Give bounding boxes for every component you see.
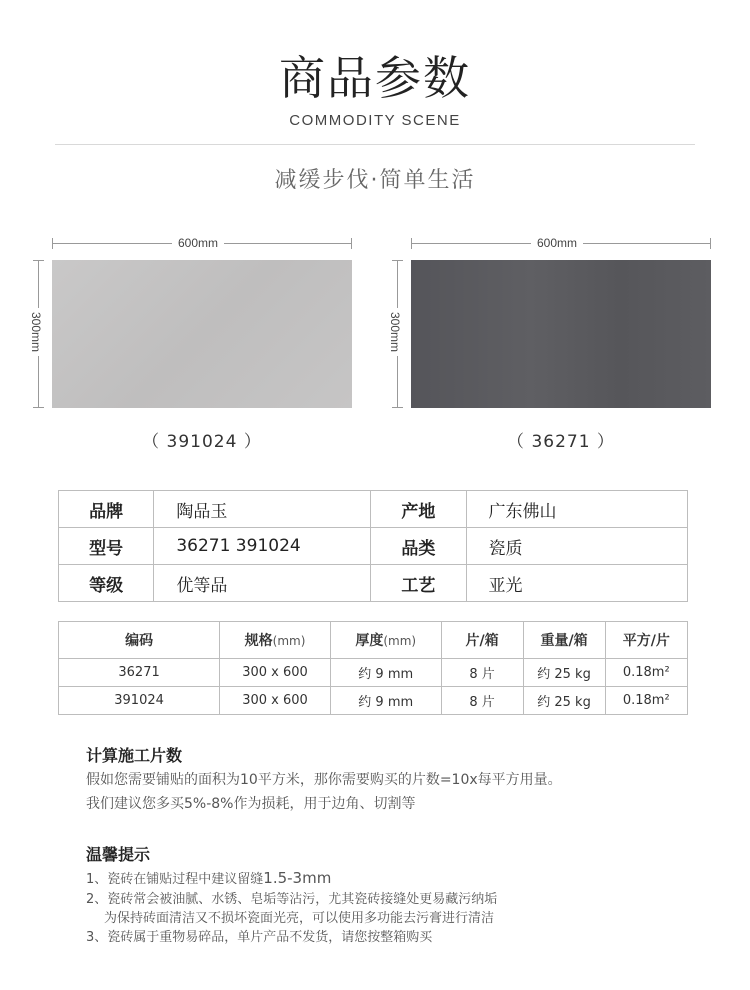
tile-code-light: （ 391024 ） (142, 432, 262, 452)
product-info-table (58, 490, 688, 602)
table-cell: 300 x 600 (220, 687, 331, 715)
info-value: 36271 391024 (154, 528, 371, 565)
spec-table (58, 621, 688, 715)
page-title: 商品参数 (279, 51, 471, 105)
calc-line-1: 假如您需要铺贴的面积为10平方米，那你需要购买的片数=10x每平方用量。 (86, 772, 562, 788)
column-header (220, 622, 331, 659)
slogan: 减缓步伐·简单生活 (274, 168, 476, 193)
tile-swatch-light (52, 260, 352, 408)
table-cell: 8 片 (441, 687, 523, 715)
height-dimension-label: 300mm (29, 308, 43, 356)
table-cell: 约 9 mm (330, 687, 441, 715)
info-value: 瓷质 (466, 528, 687, 565)
info-value: 广东佛山 (466, 491, 687, 528)
tips-heading: 温馨提示 (86, 845, 151, 864)
table-cell: 391024 (59, 687, 220, 715)
calc-line-2: 我们建议您多买5%-8%作为损耗，用于边角、切割等 (86, 796, 416, 812)
table-row (59, 659, 688, 687)
calc-heading: 计算施工片数 (86, 746, 183, 765)
table-cell: 300 x 600 (220, 659, 331, 687)
info-key: 品类 (371, 528, 466, 565)
info-key: 工艺 (371, 565, 466, 602)
table-row (59, 528, 688, 565)
table-row (59, 687, 688, 715)
column-header-unit: (mm) (272, 634, 306, 648)
info-value: 优等品 (154, 565, 371, 602)
table-cell: 36271 (59, 659, 220, 687)
tip-2a: 2、瓷砖常会被油腻、水锈、皂垢等沾污，尤其瓷砖接缝处更易藏污纳垢 (86, 892, 498, 907)
width-dimension-tick-right (351, 238, 352, 249)
width-dimension-label: 600mm (531, 236, 583, 250)
table-cell: 约 25 kg (523, 659, 605, 687)
table-row (59, 491, 688, 528)
info-key: 产地 (371, 491, 466, 528)
column-header (605, 622, 687, 659)
column-header (330, 622, 441, 659)
tip-3: 3、瓷砖属于重物易碎品，单片产品不发货，请您按整箱购买 (86, 930, 433, 945)
table-cell: 0.18m² (605, 659, 687, 687)
column-header-unit: (mm) (383, 634, 417, 648)
table-cell: 约 25 kg (523, 687, 605, 715)
table-cell: 0.18m² (605, 687, 687, 715)
tip-2b: 为保持砖面清洁又不损坏瓷面光亮，可以使用多功能去污膏进行清洁 (104, 911, 495, 926)
column-header-label: 平方/片 (622, 633, 670, 649)
column-header (441, 622, 523, 659)
column-header (523, 622, 605, 659)
page-subtitle: COMMODITY SCENE (289, 112, 461, 129)
tile-code-dark: （ 36271 ） (507, 432, 615, 452)
table-cell: 8 片 (441, 659, 523, 687)
tile-swatch-dark (411, 260, 711, 408)
column-header-label: 编码 (125, 633, 154, 649)
info-key: 等级 (59, 565, 154, 602)
table-header-row (59, 622, 688, 659)
tip-1-gap-value: 1.5-3mm (263, 869, 332, 887)
tip-1-text: 1、瓷砖在铺贴过程中建议留缝 (86, 872, 264, 887)
column-header (59, 622, 220, 659)
info-key: 品牌 (59, 491, 154, 528)
height-dimension-tick-bottom (33, 407, 44, 408)
table-row (59, 565, 688, 602)
column-header-label: 重量/箱 (540, 633, 588, 649)
column-header-label: 规格 (244, 633, 273, 649)
width-dimension-label: 600mm (172, 236, 224, 250)
info-key: 型号 (59, 528, 154, 565)
height-dimension-tick-bottom (392, 407, 403, 408)
tip-1 (86, 869, 331, 889)
column-header-label: 片/箱 (465, 633, 499, 649)
height-dimension-label: 300mm (388, 308, 402, 356)
info-value: 陶品玉 (154, 491, 371, 528)
column-header-label: 厚度 (355, 633, 384, 649)
width-dimension-tick-right (710, 238, 711, 249)
table-cell: 约 9 mm (330, 659, 441, 687)
info-value: 亚光 (466, 565, 687, 602)
divider (55, 144, 695, 145)
